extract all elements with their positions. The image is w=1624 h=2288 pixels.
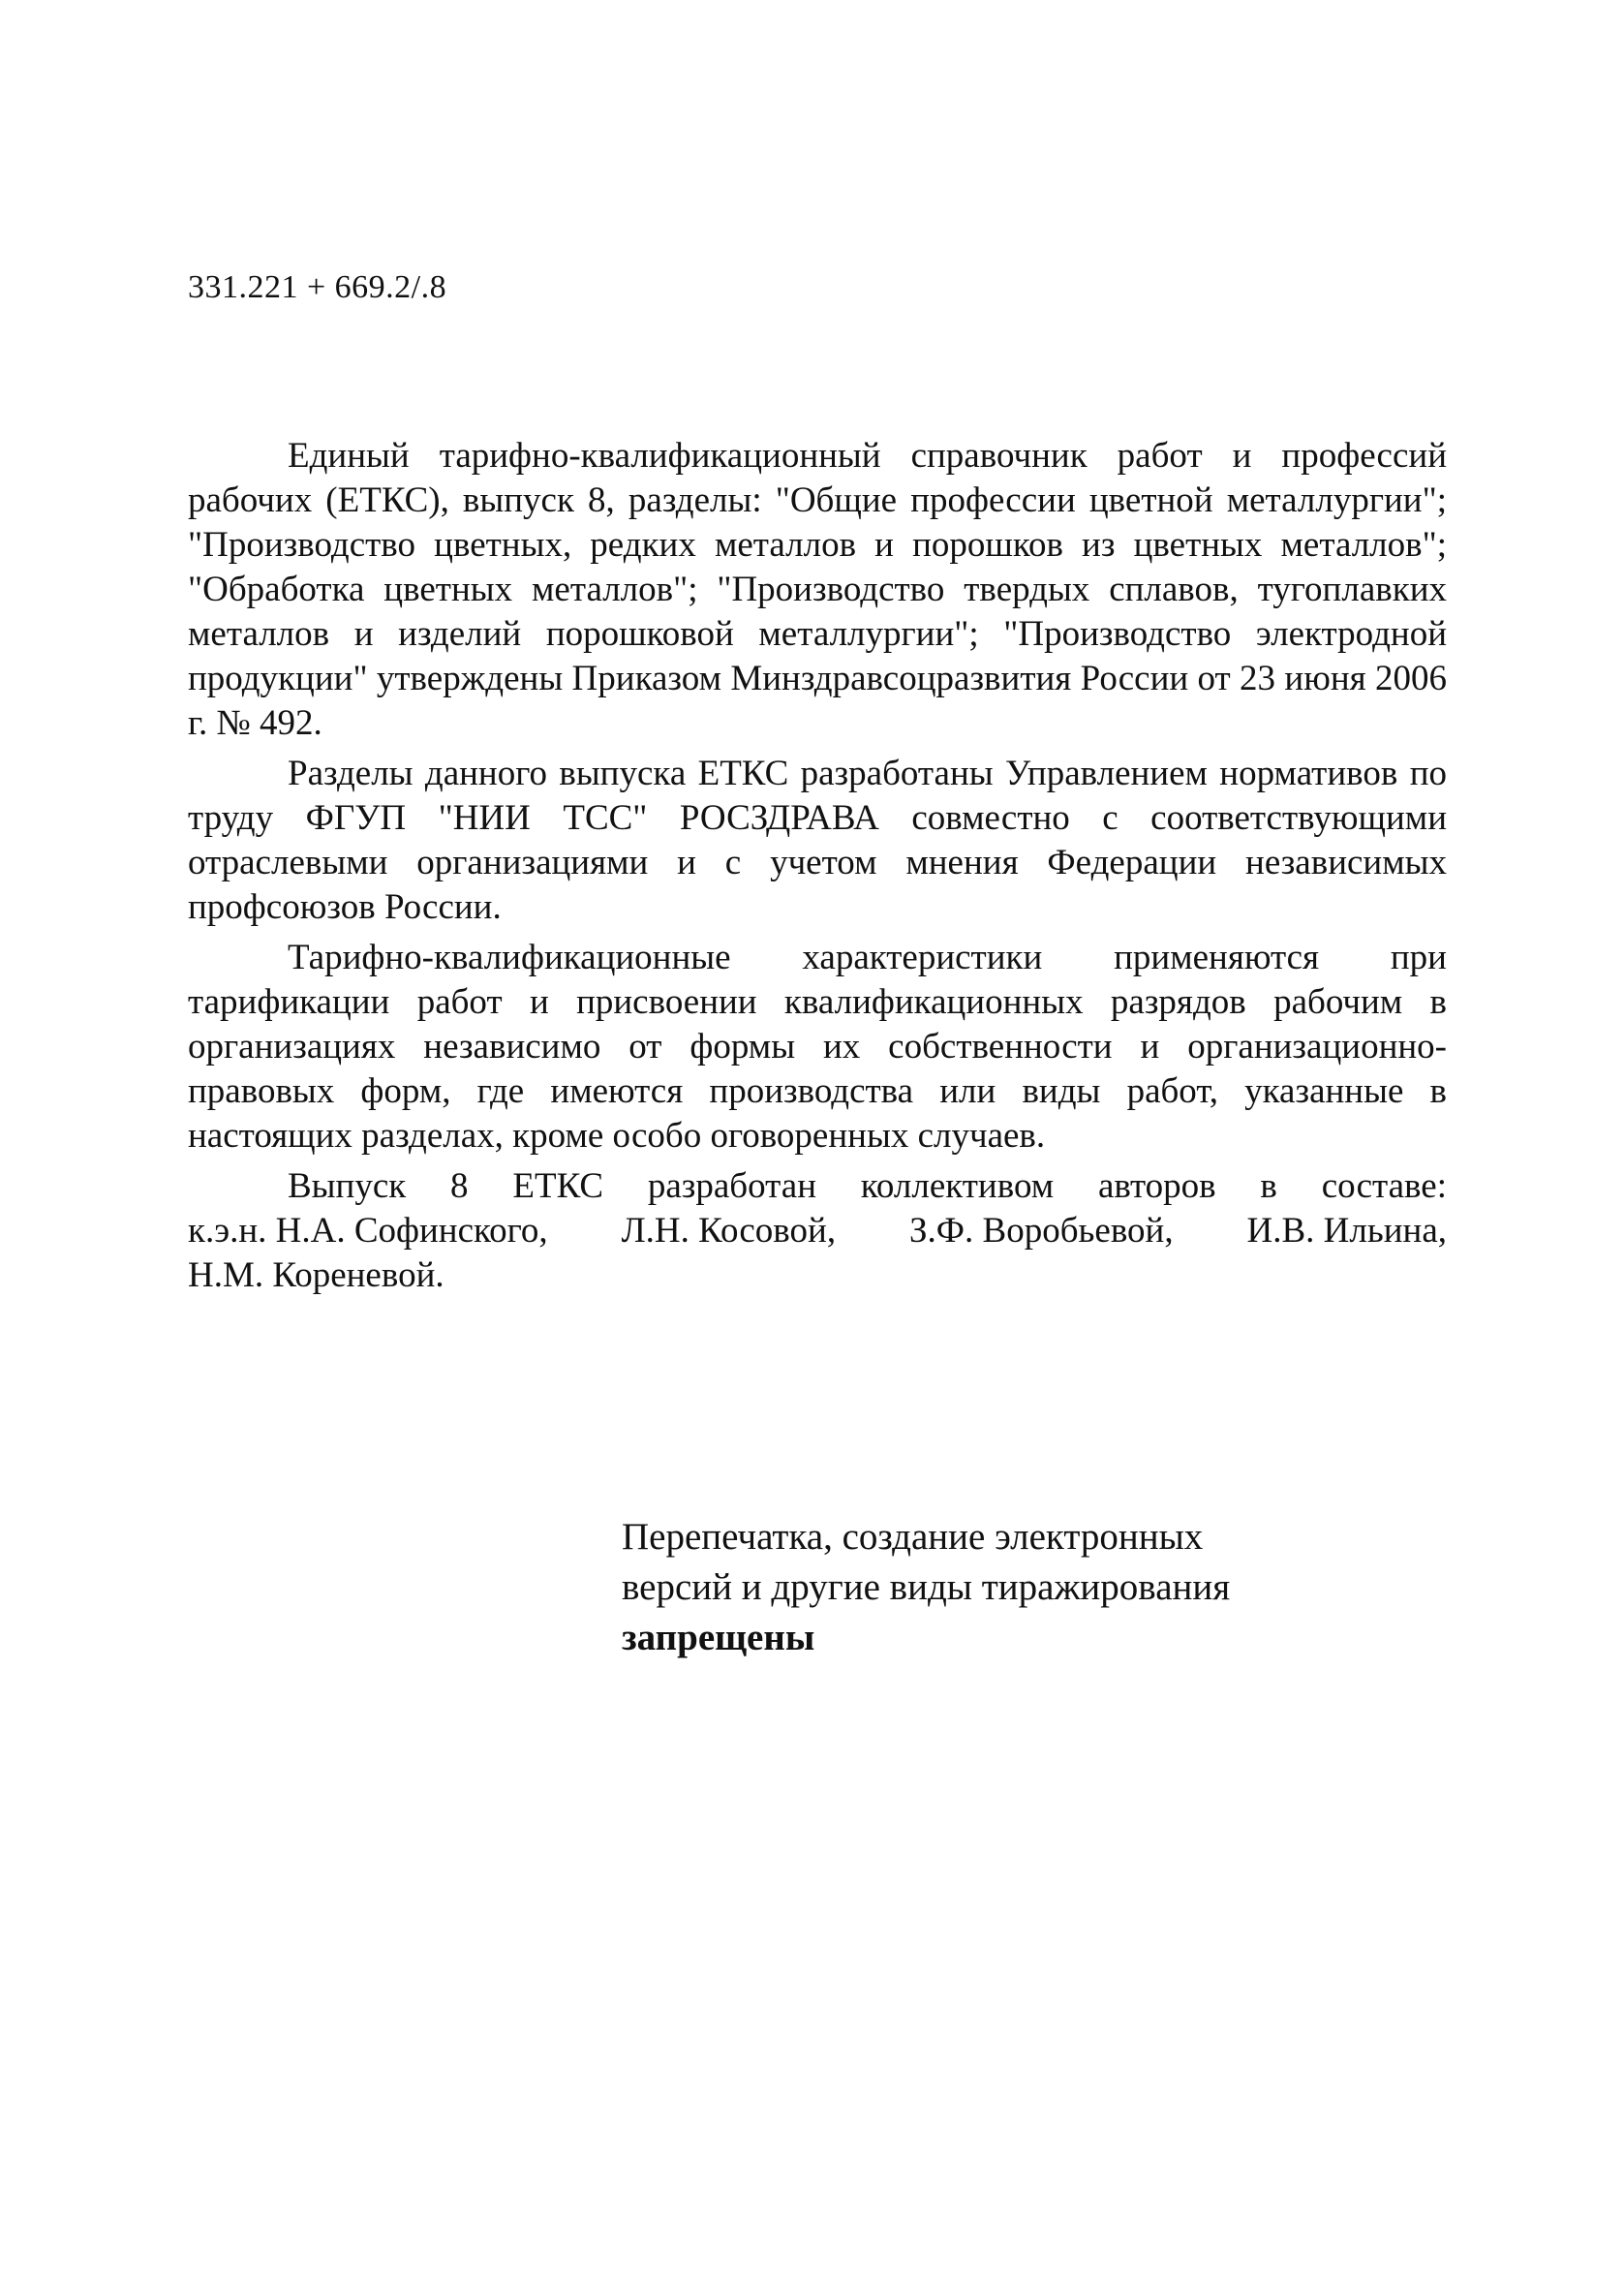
author-name: З.Ф. Воробьевой, bbox=[909, 1211, 1174, 1251]
notice-line-3: запрещены bbox=[622, 1617, 815, 1658]
notice-line-2: версий и другие виды тиражирования bbox=[622, 1566, 1231, 1608]
paragraph-application: Тарифно-квалификационные характеристики применяются при тарификации работ и присвоении квалификационных разрядов рабочим в организациях независимо от формы их собственности и организационно-правовых форм, где имеются производства или виды работ, указанные в настоящих разделах, кроме особо оговоренных случаев. bbox=[188, 938, 1447, 1156]
authors-names-row bbox=[188, 1209, 1447, 1253]
author-name: Л.Н. Косовой, bbox=[621, 1211, 837, 1251]
udc-code: 331.221 + 669.2/.8 bbox=[188, 269, 447, 305]
author-name: к.э.н. Н.А. Софинского, bbox=[188, 1211, 548, 1251]
authors-intro: Выпуск 8 ЕТКС разработан коллективом авторов в составе: bbox=[288, 1166, 1447, 1206]
reprint-notice bbox=[622, 1512, 1358, 1663]
document-body bbox=[188, 434, 1447, 1298]
notice-line-1: Перепечатка, создание электронных bbox=[622, 1516, 1204, 1558]
paragraph-approval: Единый тарифно-квалификационный справочник работ и профессий рабочих (ЕТКС), выпуск 8, разделы: "Общие профессии цветной металлургии"; "Производство цветных, редких металлов и порошков из цветных металлов"; "Обработка цветных металлов"; "Производство твердых сплавов, тугоплавких металлов и изделий порошковой металлургии"; "Производство электродной продукции" утверждены Приказом Минздравсоцразвития России от 23 июня 2006 г. № 492. bbox=[188, 436, 1447, 743]
paragraph-developers: Разделы данного выпуска ЕТКС разработаны Управлением нормативов по труду ФГУП "НИИ ТСС" РОСЗДРАВА совместно с соответствующими отраслевыми организациями и с учетом мнения Федерации независимых профсоюзов России. bbox=[188, 754, 1447, 927]
author-name: И.В. Ильина, bbox=[1246, 1211, 1447, 1251]
author-name-last: Н.М. Кореневой. bbox=[188, 1255, 444, 1295]
